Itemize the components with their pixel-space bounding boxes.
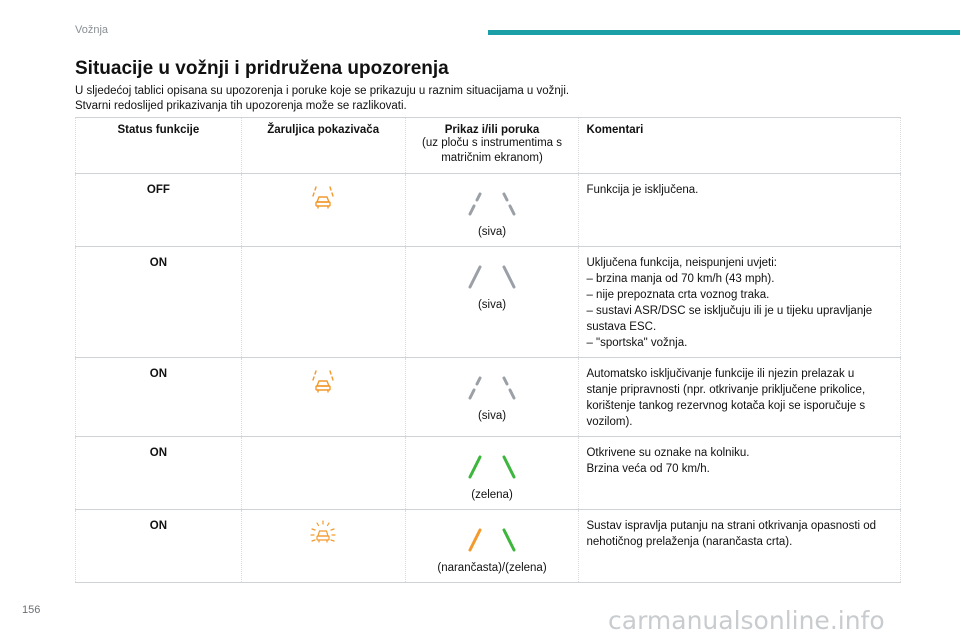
lamp-cell <box>241 510 405 583</box>
lamp-cell <box>241 174 405 247</box>
green-lane-lines-icon <box>462 453 522 481</box>
table-row <box>76 247 901 358</box>
comment-line: Sustav ispravlja putanju na strani otkrivanja opasnosti od <box>586 520 877 532</box>
comments-cell <box>579 510 901 583</box>
lamp-cell <box>241 247 405 358</box>
header-lamp: Žaruljica pokazivača <box>241 118 405 174</box>
comment-line: korištenje tankog rezervnog kotača koji se isporučuje s <box>586 400 866 412</box>
watermark: carmanualsonline.info <box>608 606 885 635</box>
comment-line: stanje pripravnosti (npr. otkrivanje priključene prikolice, <box>586 384 866 396</box>
lamp-cell <box>241 437 405 510</box>
display-label: (siva) <box>477 299 507 311</box>
comments-cell <box>579 247 901 358</box>
comment-line: Uključena funkcija, neispunjeni uvjeti: <box>586 257 777 269</box>
comment-line: Otkrivene su oznake na kolniku. <box>586 447 750 459</box>
lamp-cell <box>241 358 405 437</box>
display-cell <box>405 247 579 358</box>
page-number: 156 <box>22 604 41 616</box>
comment-line: nehotičnog prelaženja (narančasta crta). <box>586 536 793 548</box>
status-cell: ON <box>76 358 242 437</box>
orange-green-lane-lines-icon <box>462 526 522 554</box>
header-accent-bar <box>488 30 960 35</box>
lane-warning-car-icon <box>308 368 338 394</box>
grey-dashed-lane-lines-icon <box>462 374 522 402</box>
lane-warning-car-icon <box>308 184 338 210</box>
status-cell: ON <box>76 247 242 358</box>
display-label: (zelena) <box>471 489 513 501</box>
display-cell <box>405 437 579 510</box>
display-label: (narančasta)/(zelena) <box>437 562 547 574</box>
header-display-sub: matričnim ekranom) <box>441 152 543 164</box>
intro-text <box>75 84 569 114</box>
status-cell: ON <box>76 437 242 510</box>
display-cell <box>405 510 579 583</box>
display-label: (siva) <box>477 410 507 422</box>
table-row <box>76 174 901 247</box>
comment-line: – nije prepoznata crta voznog traka. <box>586 289 770 301</box>
comment-line: – brzina manja od 70 km/h (43 mph). <box>586 273 775 285</box>
header-display-sub: (uz ploču s instrumentima s <box>422 137 562 149</box>
comments-cell <box>579 437 901 510</box>
grey-dashed-lane-lines-icon <box>462 190 522 218</box>
table-row <box>76 437 901 510</box>
comments-cell <box>579 358 901 437</box>
grey-lane-lines-icon <box>462 263 522 291</box>
display-cell <box>405 174 579 247</box>
display-cell <box>405 358 579 437</box>
intro-line: U sljedećoj tablici opisana su upozorenja i poruke koje se prikazuju u raznim situacijama u vožnji. <box>75 85 570 97</box>
comment-line: Automatsko isključivanje funkcije ili njezin prelazak u <box>586 368 855 380</box>
intro-line: Stvarni redoslijed prikazivanja tih upozorenja može se razlikovati. <box>75 100 407 112</box>
header-section-title: Vožnja <box>75 24 109 36</box>
table-row <box>76 358 901 437</box>
comment-line: Brzina veća od 70 km/h. <box>586 463 710 475</box>
header-display <box>405 118 579 174</box>
header-status: Status funkcije <box>76 118 242 174</box>
table-header-row <box>76 118 901 174</box>
display-label: (siva) <box>477 226 507 238</box>
page-title: Situacije u vožnji i pridružena upozorenja <box>75 58 449 79</box>
status-cell: ON <box>76 510 242 583</box>
header-comments: Komentari <box>579 118 901 174</box>
header-display-title: Prikaz i/ili poruka <box>444 124 540 136</box>
warnings-table <box>75 117 901 583</box>
comment-line: vozilom). <box>586 416 633 428</box>
status-cell: OFF <box>76 174 242 247</box>
table-row <box>76 510 901 583</box>
comment-line: Funkcija je isključena. <box>586 184 699 196</box>
comments-cell <box>579 174 901 247</box>
lane-correction-car-icon <box>308 520 338 546</box>
comment-line: – "sportska" vožnja. <box>586 337 688 349</box>
comment-line: – sustavi ASR/DSC se isključuju ili je u tijeku upravljanje <box>586 305 873 317</box>
comment-line: sustava ESC. <box>586 321 657 333</box>
